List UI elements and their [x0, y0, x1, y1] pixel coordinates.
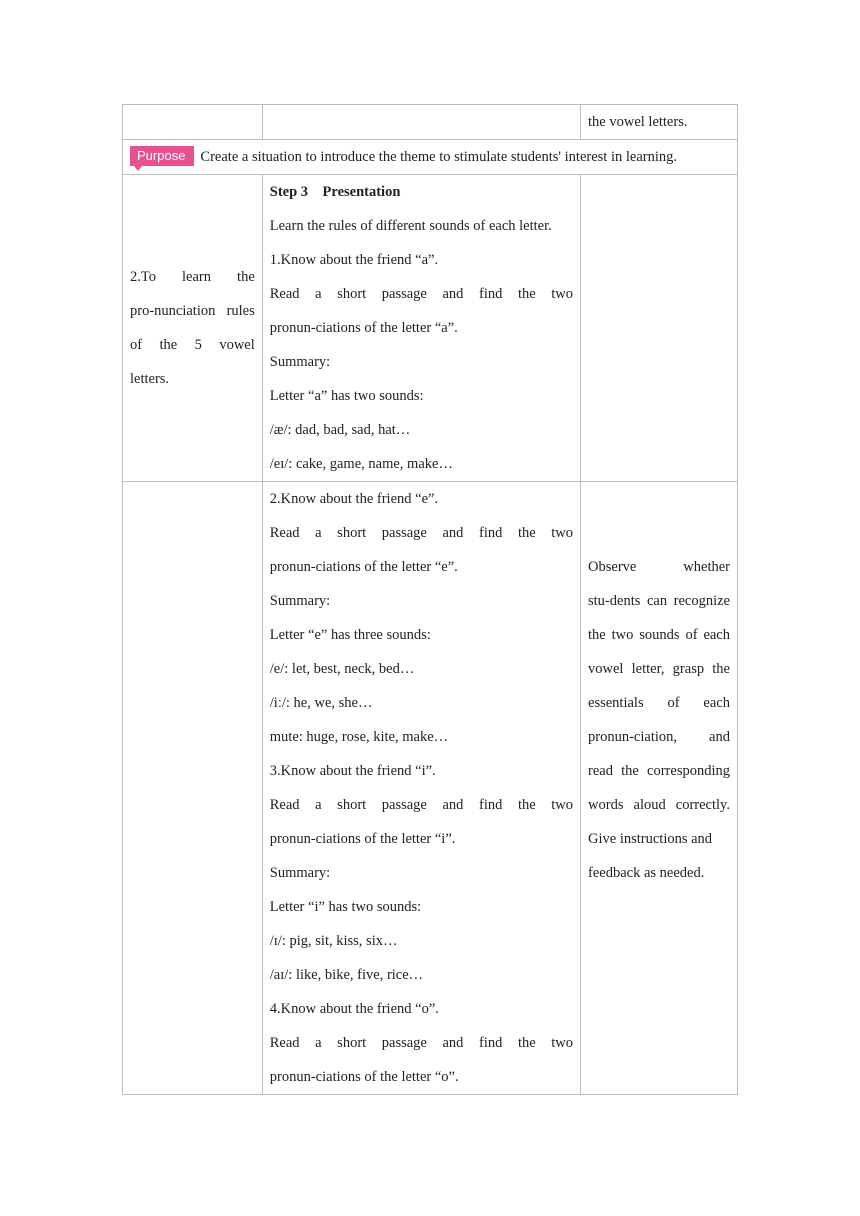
assessment-line: read the corresponding — [588, 763, 730, 779]
step-heading: Step 3 Presentation — [269, 184, 401, 200]
activity-line: Letter “a” has two sounds: — [269, 388, 424, 404]
assessment-line: pronun-ciation, and — [588, 729, 730, 745]
table-row — [123, 175, 738, 482]
table-row — [123, 105, 738, 140]
table-row — [123, 482, 738, 1095]
assessment-spacer — [588, 890, 730, 924]
assessment-line: stu-dents can recognize — [588, 593, 730, 609]
objective-cell-empty — [123, 482, 263, 1095]
purpose-row — [123, 140, 738, 175]
assessment-cell — [581, 482, 738, 1095]
assessment-cell-empty — [581, 175, 738, 482]
assessment-spacer — [588, 924, 730, 958]
activity-line: Letter “e” has three sounds: — [269, 627, 431, 643]
objective-cell-empty — [123, 105, 263, 140]
objective-line: of the 5 vowel — [130, 337, 255, 353]
activity-line: 3.Know about the friend “i”. — [269, 763, 436, 779]
assessment-line: feedback as needed. — [588, 865, 705, 881]
activity-line: /æ/: dad, bad, sad, hat… — [269, 422, 411, 438]
activity-line: Read a short passage and find the two — [269, 525, 574, 541]
activity-line: /eɪ/: cake, game, name, make… — [269, 456, 453, 472]
activity-cell-empty — [262, 105, 580, 140]
objective-line: letters. — [130, 371, 170, 387]
activity-line: /iː/: he, we, she… — [269, 695, 373, 711]
assessment-spacer — [588, 958, 730, 992]
activity-line: 4.Know about the friend “o”. — [269, 1001, 439, 1017]
purpose-badge: Purpose — [130, 146, 194, 166]
activity-line: pronun-ciations of the letter “a”. — [269, 320, 458, 336]
objective-cell — [123, 175, 263, 482]
activity-line: Summary: — [269, 354, 331, 370]
activity-line: Read a short passage and find the two — [269, 1035, 574, 1051]
activity-line: pronun-ciations of the letter “o”. — [269, 1069, 459, 1085]
activity-line: pronun-ciations of the letter “i”. — [269, 831, 456, 847]
purpose-text: Create a situation to introduce the theme to stimulate students' interest in learning. — [200, 149, 677, 165]
activity-line: Read a short passage and find the two — [269, 286, 574, 302]
lesson-plan-table — [122, 104, 738, 1095]
assessment-line: Give instructions and — [588, 831, 713, 847]
objective-line: pro-nunciation rules — [130, 303, 255, 319]
activity-line: Letter “i” has two sounds: — [269, 899, 422, 915]
objective-line: 2.To learn the — [130, 269, 255, 285]
assessment-spacer — [588, 992, 730, 1026]
activity-line: 1.Know about the friend “a”. — [269, 252, 439, 268]
activity-line: /e/: let, best, neck, bed… — [269, 661, 415, 677]
assessment-line: Observe whether — [588, 559, 730, 575]
activity-line: Summary: — [269, 865, 331, 881]
assessment-line: the two sounds of each — [588, 627, 730, 643]
assessment-line: words aloud correctly. — [588, 797, 730, 813]
activity-line: pronun-ciations of the letter “e”. — [269, 559, 458, 575]
activity-cell — [262, 482, 580, 1095]
assessment-line: vowel letter, grasp the — [588, 661, 730, 677]
assessment-text: the vowel letters. — [588, 114, 688, 130]
activity-line: Summary: — [269, 593, 331, 609]
activity-line: Read a short passage and find the two — [269, 797, 574, 813]
activity-line: 2.Know about the friend “e”. — [269, 491, 439, 507]
activity-line: mute: huge, rose, kite, make… — [269, 729, 449, 745]
purpose-cell — [123, 140, 738, 175]
activity-line: /ɪ/: pig, sit, kiss, six… — [269, 933, 398, 949]
activity-cell — [262, 175, 580, 482]
assessment-cell — [581, 105, 738, 140]
activity-line: /aɪ/: like, bike, five, rice… — [269, 967, 424, 983]
assessment-line: essentials of each — [588, 695, 730, 711]
activity-line: Learn the rules of different sounds of each letter. — [269, 218, 552, 234]
